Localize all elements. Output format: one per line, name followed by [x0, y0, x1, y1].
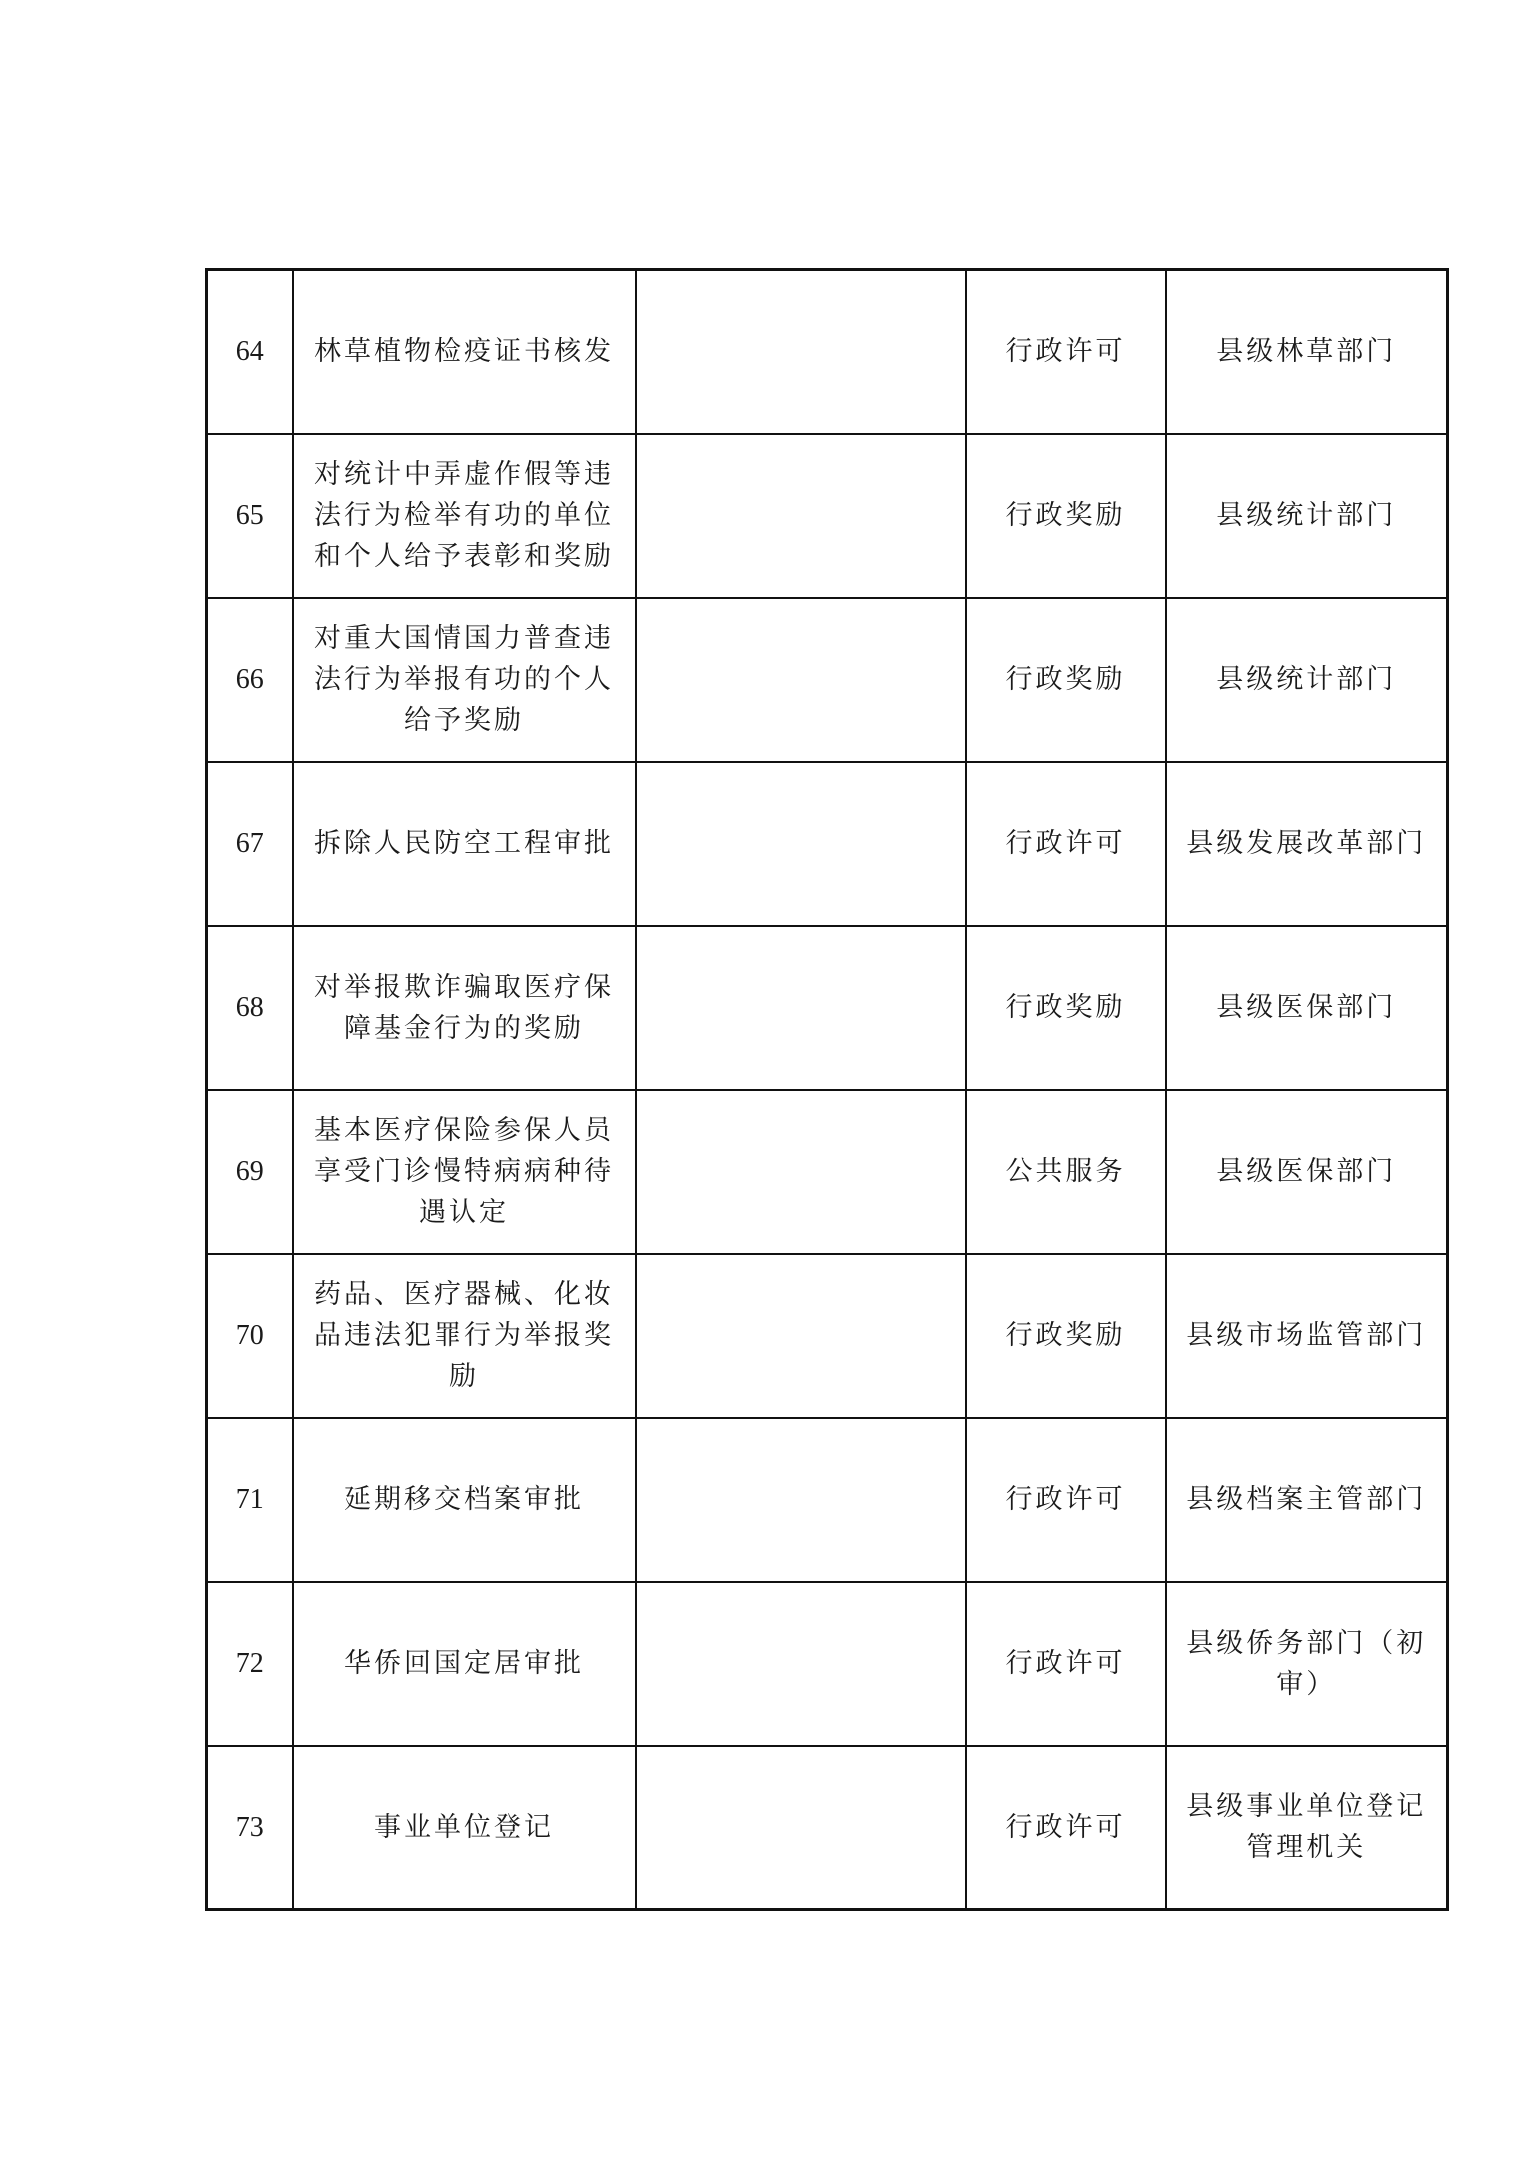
- table-row: [207, 270, 1448, 434]
- row-number: 64: [207, 270, 293, 434]
- item-name: 延期移交档案审批: [293, 1418, 636, 1582]
- item-department: 县级统计部门: [1166, 598, 1448, 762]
- item-name: 对举报欺诈骗取医疗保障基金行为的奖励: [293, 926, 636, 1090]
- table-row: [207, 926, 1448, 1090]
- item-department: 县级侨务部门（初审）: [1166, 1582, 1448, 1746]
- item-name: 事业单位登记: [293, 1746, 636, 1910]
- item-department: 县级统计部门: [1166, 434, 1448, 598]
- item-type: 行政许可: [966, 1418, 1166, 1582]
- item-type: 行政奖励: [966, 434, 1166, 598]
- item-basis: [636, 434, 966, 598]
- item-name: 华侨回国定居审批: [293, 1582, 636, 1746]
- item-type: 行政奖励: [966, 1254, 1166, 1418]
- item-basis: [636, 1582, 966, 1746]
- row-number: 71: [207, 1418, 293, 1582]
- item-type: 行政奖励: [966, 598, 1166, 762]
- item-name: 基本医疗保险参保人员享受门诊慢特病病种待遇认定: [293, 1090, 636, 1254]
- item-type: 行政奖励: [966, 926, 1166, 1090]
- item-type: 公共服务: [966, 1090, 1166, 1254]
- item-basis: [636, 270, 966, 434]
- item-name: 对重大国情国力普查违法行为举报有功的个人给予奖励: [293, 598, 636, 762]
- row-number: 72: [207, 1582, 293, 1746]
- table-row: [207, 762, 1448, 926]
- item-type: 行政许可: [966, 1746, 1166, 1910]
- item-basis: [636, 926, 966, 1090]
- item-department: 县级发展改革部门: [1166, 762, 1448, 926]
- item-type: 行政许可: [966, 762, 1166, 926]
- item-type: 行政许可: [966, 1582, 1166, 1746]
- table-row: [207, 1418, 1448, 1582]
- item-department: 县级林草部门: [1166, 270, 1448, 434]
- table-row: [207, 1582, 1448, 1746]
- table-row: [207, 1090, 1448, 1254]
- item-department: 县级事业单位登记管理机关: [1166, 1746, 1448, 1910]
- item-basis: [636, 1418, 966, 1582]
- item-name: 拆除人民防空工程审批: [293, 762, 636, 926]
- item-name: 药品、医疗器械、化妆品违法犯罪行为举报奖励: [293, 1254, 636, 1418]
- row-number: 65: [207, 434, 293, 598]
- row-number: 73: [207, 1746, 293, 1910]
- item-type: 行政许可: [966, 270, 1166, 434]
- table-row: [207, 1746, 1448, 1910]
- item-department: 县级医保部门: [1166, 1090, 1448, 1254]
- row-number: 69: [207, 1090, 293, 1254]
- row-number: 70: [207, 1254, 293, 1418]
- row-number: 68: [207, 926, 293, 1090]
- table-row: [207, 1254, 1448, 1418]
- item-department: 县级市场监管部门: [1166, 1254, 1448, 1418]
- table-row: [207, 598, 1448, 762]
- item-name: 对统计中弄虚作假等违法行为检举有功的单位和个人给予表彰和奖励: [293, 434, 636, 598]
- items-table: [205, 268, 1449, 1911]
- item-basis: [636, 598, 966, 762]
- item-basis: [636, 1090, 966, 1254]
- item-department: 县级医保部门: [1166, 926, 1448, 1090]
- row-number: 66: [207, 598, 293, 762]
- item-basis: [636, 762, 966, 926]
- item-basis: [636, 1254, 966, 1418]
- row-number: 67: [207, 762, 293, 926]
- table-row: [207, 434, 1448, 598]
- item-department: 县级档案主管部门: [1166, 1418, 1448, 1582]
- item-basis: [636, 1746, 966, 1910]
- item-name: 林草植物检疫证书核发: [293, 270, 636, 434]
